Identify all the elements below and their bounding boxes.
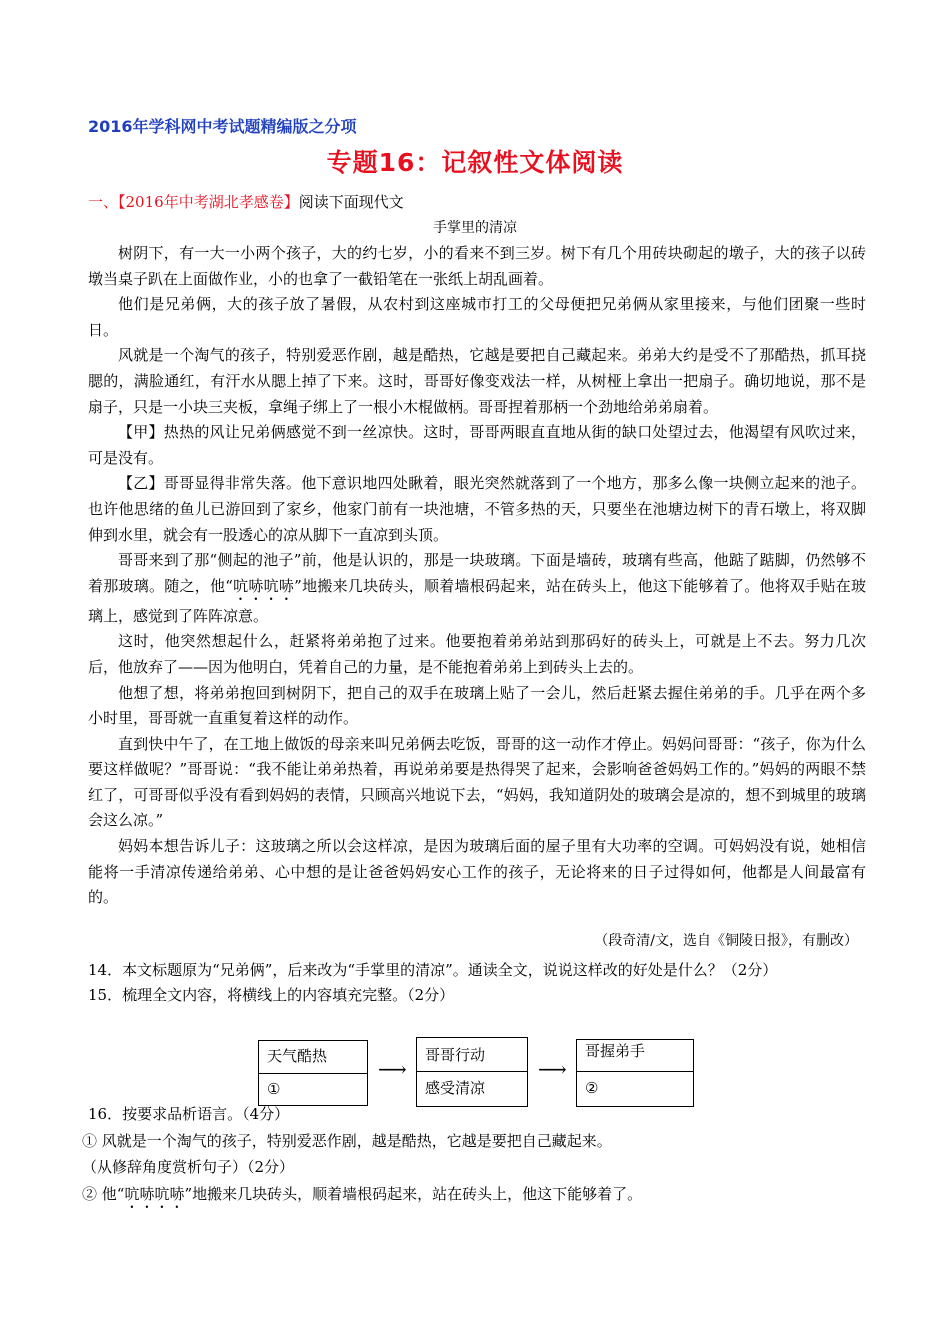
question-instruction: 阅读下面现代文 [298,193,404,211]
paragraph: 他想了想，将弟弟抱回到树阴下，把自己的双手在玻璃上贴了一会儿，然后赶紧去握住弟弟的手。几乎在两个多小时里，哥哥就一直重复着这样的动作。 [88,683,866,728]
topic-title: 专题16：记叙性文体阅读 [326,148,624,177]
question-16-title: 16．按要求品析语言。（4分） [88,1105,290,1123]
flow-box-1-bottom: ① [259,1073,367,1105]
flow-box-2-bottom: 感受清凉 [417,1071,527,1106]
paragraph-text: 哥哥来到了那“侧起的池子”前，他是认识的，那是一块玻璃。下面是墙砖，玻璃有些高，他踮了踮脚，仍然够不着那玻璃。随之，他“ [88,551,866,595]
question-15: 15．梳理全文内容，将横线上的内容填充完整。（2分） [88,986,455,1004]
flow-box-1-top: 天气酷热 [267,1047,328,1065]
flow-box-3-top: 哥握弟手 [585,1042,646,1060]
paragraph: 这时，他突然想起什么，赶紧将弟弟抱了过来。他要抱着弟弟站到那码好的砖头上，可就是上不去。努力几次后，他放弃了——因为他明白，凭着自己的力量，是不能抱着弟弟上到砖头上去的。 [88,632,866,676]
question-16-item-1-requirement: （从修辞角度赏析句子）（2分） [82,1158,295,1176]
question-16-item-1: ① 风就是一个淘气的孩子，特别爱恶作剧，越是酷热，它越是要把自己藏起来。 [82,1131,612,1150]
article-source: （段奇清/文，选自《铜陵日报》，有删改） [594,933,858,949]
paragraph [88,548,866,629]
paragraph: 他们是兄弟俩，大的孩子放了暑假，从农村到这座城市打工的父母便把兄弟俩从家里接来，与他们团聚一些时日。 [88,295,866,339]
reading-passage [88,241,866,911]
flowchart [0,1037,950,1109]
question-intro [88,191,404,212]
question-text: ”地搬来几块砖头，顺着墙根码起来，站在砖头上，他这下能够着了。 [184,1184,643,1203]
question-number: 一、 [88,193,119,211]
series-header: 2016年学科网中考试题精编版之分项 [88,117,357,136]
flow-arrow: ⟶ [378,1057,407,1081]
question-16 [82,1101,882,1212]
flow-box-3-bottom: ② [577,1071,693,1106]
questions-14-15 [88,958,878,1008]
flow-box-3 [576,1039,694,1107]
flow-box-2 [416,1037,528,1107]
dotted-word: 吭哧吭哧 [232,576,295,595]
flow-arrow: ⟶ [538,1057,567,1081]
paragraph: 【甲】热热的风让兄弟俩感觉不到一丝凉快。这时，哥哥两眼直直地从街的缺口处望过去，他渴望有风吹过来，可是没有。 [88,423,866,467]
flow-box-2-top: 哥哥行动 [425,1046,486,1064]
question-text: ② 他“ [82,1184,125,1203]
paragraph: 妈妈本想告诉儿子：这玻璃之所以会这样凉，是因为玻璃后面的屋子里有大功率的空调。可妈妈没有说，她相信能将一手清凉传递给弟弟、心中想的是让爸爸妈妈安心工作的孩子，无论将来的日子过得如何，他都是人间最富有的。 [88,837,866,907]
question-14: 14．本文标题原为“兄弟俩”，后来改为“手掌里的清凉”。通读全文，说说这样改的好处是什么？（2分） [88,961,778,979]
paragraph: 直到快中午了，在工地上做饭的母亲来叫兄弟俩去吃饭，哥哥的这一动作才停止。妈妈问哥哥：“孩子，你为什么要这样做呢？”哥哥说：“我不能让弟弟热着，再说弟弟要是热得哭了起来，会影响爸爸妈妈工作的。”妈妈的两眼不禁红了，可哥哥似乎没有看到妈妈的表情，只顾高兴地说下去，“妈妈，我知道阴处的玻璃会是凉的，想不到城里的玻璃会这么凉。” [88,734,866,830]
story-title: 手掌里的清凉 [433,220,517,236]
dotted-word: 吭哧吭哧 [124,1184,185,1203]
paragraph: 【乙】哥哥显得非常失落。他下意识地四处瞅着，眼光突然就落到了一个地方，那多么像一块侧立起来的池子。也许他思绪的鱼儿已游回到了家乡，他家门前有一块池塘，不管多热的天，只要坐在池塘边树下的青石墩上，将双脚伸到水里，就会有一股透心的凉从脚下一直凉到头顶。 [88,474,866,544]
flow-box-1 [258,1040,368,1106]
paragraph: 树阴下，有一大一小两个孩子，大的约七岁，小的看来不到三岁。树下有几个用砖块砌起的墩子，大的孩子以砖墩当桌子趴在上面做作业，小的也拿了一截铅笔在一张纸上胡乱画着。 [88,244,866,288]
paragraph: 风就是一个淘气的孩子，特别爱恶作剧，越是酷热，它越是要把自己藏起来。弟弟大约是受不了那酷热，抓耳挠腮的，满脸通红，有汗水从腮上掉了下来。这时，哥哥好像变戏法一样，从树桠上拿出一把扇子。确切地说，那不是扇子，只是一小块三夹板，拿绳子绑上了一根小木棍做柄。哥哥捏着那柄一个劲地给弟弟扇着。 [88,346,866,416]
paragraph-text: ”地搬来几块砖头，顺着墙根码起来，站在砖头上，他这下能够着了。他将双手贴在玻璃上，感觉到了阵阵凉意。 [88,576,866,625]
question-source: 【2016年中考湖北孝感卷】 [118,193,299,211]
question-16-item-2 [82,1181,882,1212]
